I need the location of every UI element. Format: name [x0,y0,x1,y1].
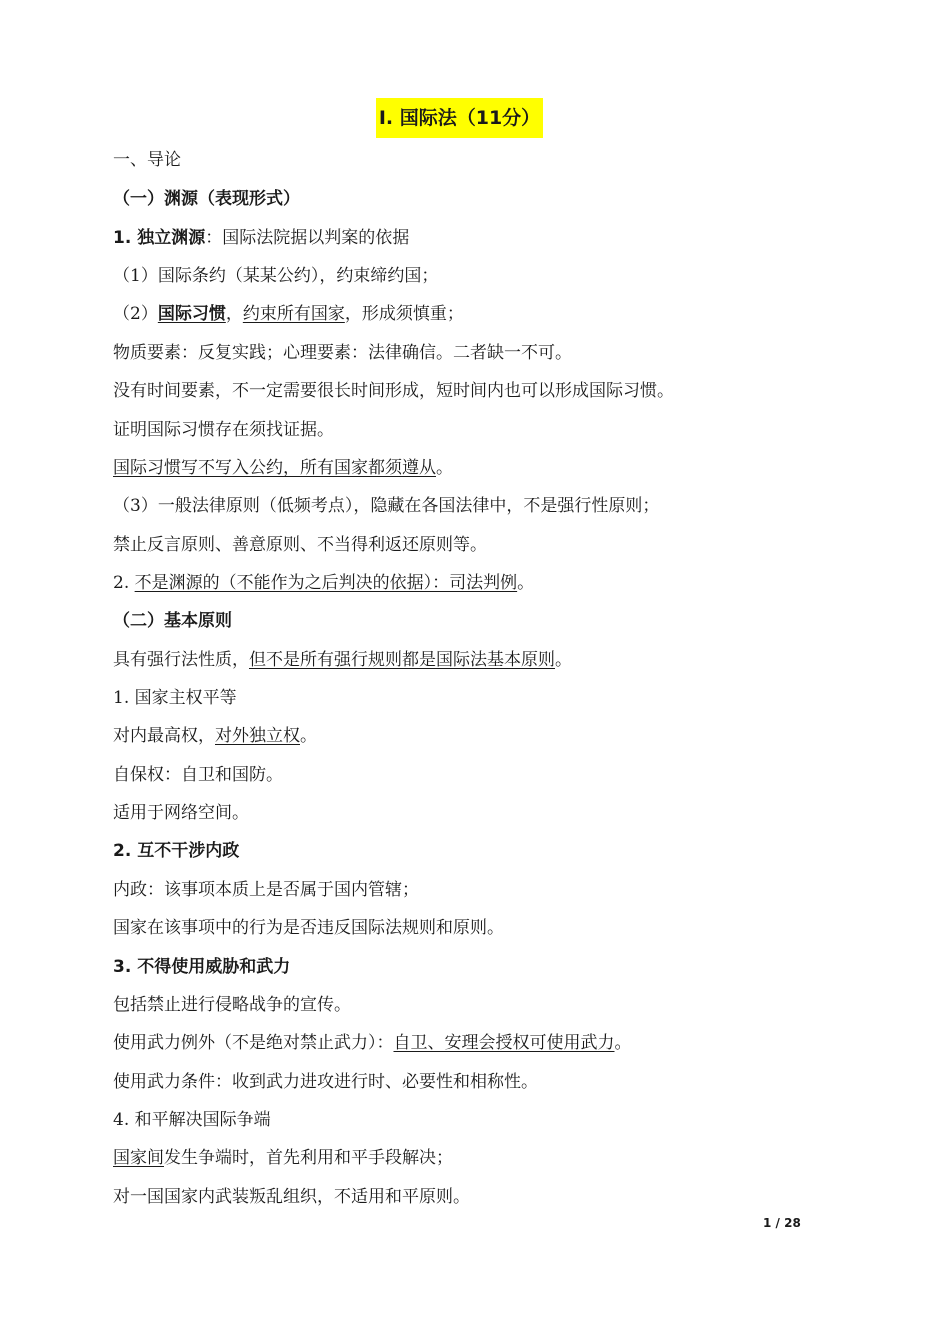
text: 具有强行法性质， [113,650,249,670]
heading-intro: 一、导论 [113,150,181,170]
para-treaties: （1）国际条约（某某公约），约束缔约国； [113,266,439,286]
para-domestic-affairs: 内政：该事项本质上是否属于国内管辖； [113,880,419,900]
page-number: 1 / 28 [763,1216,801,1230]
text: 使用武力例外（不是绝对禁止武力）： [113,1033,394,1053]
underlined-text: 国际习惯写不写入公约，所有国家都须遵从 [113,458,436,478]
section-title: Ⅰ. 国际法（11分） [376,98,543,138]
underlined-text: 不是渊源的（不能作为之后判决的依据）：司法判例 [134,573,518,593]
para-principles-list: 禁止反言原则、善意原则、不当得利返还原则等。 [113,535,487,555]
underlined-text: 但不是所有强行规则都是国际法基本原则 [249,650,555,670]
para-disputes [113,1146,453,1170]
para-custom [113,302,464,326]
para-jus-cogens [113,648,572,672]
para-no-time: 没有时间要素，不一定需要很长时间形成，短时间内也可以形成国际习惯。 [113,381,674,401]
text: （2） [113,304,158,324]
underlined-text: 约束所有国家 [242,304,345,324]
para-elements: 物质要素：反复实践；心理要素：法律确信。二者缺一不可。 [113,343,572,363]
underlined-text: 国家间 [113,1148,164,1168]
para-custom-binding [113,456,453,480]
para-evidence: 证明国际习惯存在须找证据。 [113,420,334,440]
heading-non-intervention: 2. 互不干涉内政 [113,841,240,861]
text: 。 [300,726,317,746]
underlined-text: 自卫、安理会授权可使用武力 [393,1033,615,1053]
underlined-text: 对外独立权 [215,726,300,746]
text: 。 [436,458,453,478]
term-independent-sources: 1. 独立渊源 [113,228,206,248]
para-general-principles: （3）一般法律原则（低频考点），隐藏在各国法律中，不是强行性原则； [113,496,660,516]
para-force-conditions: 使用武力条件：收到武力进攻进行时、必要性和相称性。 [113,1072,538,1092]
term-custom: 国际习惯 [157,304,226,324]
text: ， [225,304,243,324]
para-supremacy [113,724,317,748]
text: 2. [113,573,135,593]
heading-sources: （一）渊源（表现形式） [113,189,300,209]
para-armed-rebellion: 对一国国家内武装叛乱组织，不适用和平原则。 [113,1187,470,1207]
heading-basic-principles: （二）基本原则 [113,611,232,631]
para-cyberspace: 适用于网络空间。 [113,803,249,823]
text: 发生争端时，首先利用和平手段解决； [164,1148,453,1168]
text: 。 [614,1033,632,1053]
para-self-preservation: 自保权：自卫和国防。 [113,765,283,785]
para-not-sources [113,571,534,595]
text: 。 [517,573,535,593]
text: 对内最高权， [113,726,215,746]
heading-peaceful-settlement: 4. 和平解决国际争端 [113,1110,271,1130]
text: 。 [555,650,572,670]
text: ，形成须慎重； [344,304,464,324]
para-force-exceptions [113,1031,632,1055]
para-propaganda: 包括禁止进行侵略战争的宣传。 [113,995,351,1015]
para-state-conduct: 国家在该事项中的行为是否违反国际法规则和原则。 [113,918,504,938]
heading-non-use-of-force: 3. 不得使用威胁和武力 [113,957,291,977]
heading-sovereign-equality: 1. 国家主权平等 [113,688,237,708]
para-independent-sources [113,226,409,250]
text: ：国际法院据以判案的依据 [205,228,410,248]
